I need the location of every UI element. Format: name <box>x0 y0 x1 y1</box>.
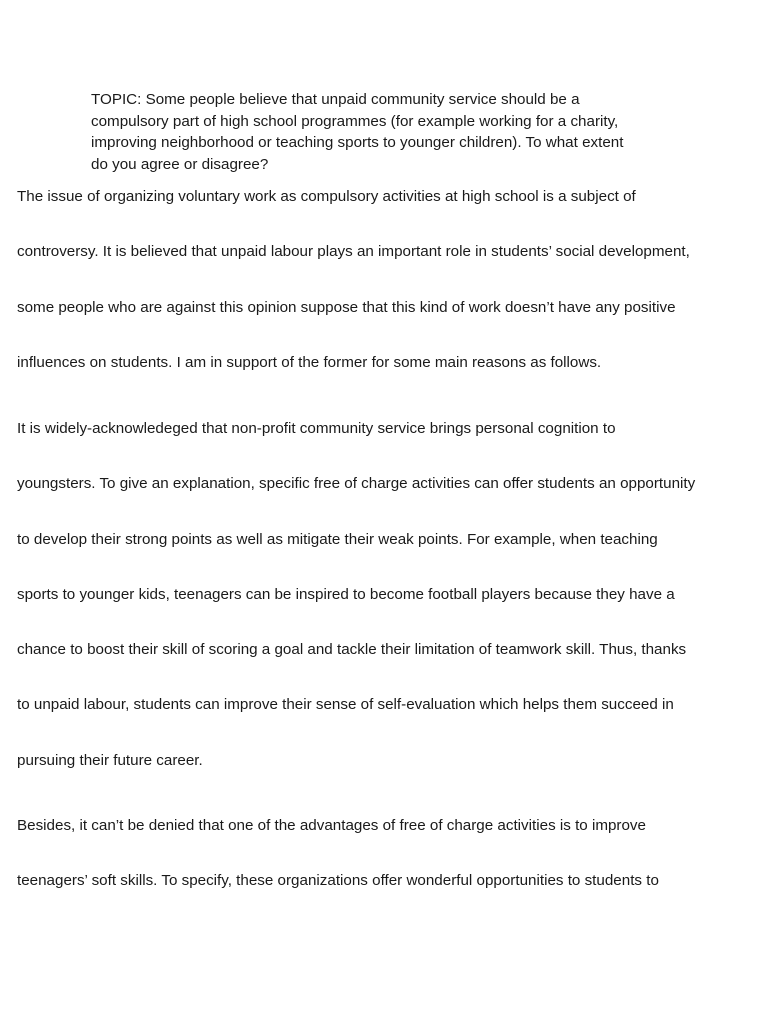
paragraph-body-2: Besides, it can’t be denied that one of the advantages of free of charge activities is to improve teenagers’ soft skills. To specify, these organizations offer wonderful opportunities to students to <box>17 817 659 890</box>
paragraph-body-1: It is widely-acknowledeged that non-profit community service brings personal cognition to youngsters. To give an explanation, specific free of charge activities can offer students an opportunity to develop their strong points as well as mitigate their weak points. For example, when teaching sports to younger kids, teenagers can be inspired to become football players because they have a chance to boost their skill of scoring a goal and tackle their limitation of teamwork skill. Thus, thanks to unpaid labour, students can improve their sense of self-evaluation which helps them succeed in pursuing their future career. <box>17 420 696 769</box>
essay-topic: TOPIC: Some people believe that unpaid community service should be a compulsory part of high school programmes (for example working for a charity, improving neighborhood or teaching sports to younger children). To what extent do you agree or disagree? <box>91 91 624 173</box>
paragraph-introduction: The issue of organizing voluntary work as compulsory activities at high school is a subject of controversy. It is believed that unpaid labour plays an important role in students’ social development, some people who are against this opinion suppose that this kind of work doesn’t have any positive influences on students. I am in support of the former for some main reasons as follows. <box>17 188 690 371</box>
